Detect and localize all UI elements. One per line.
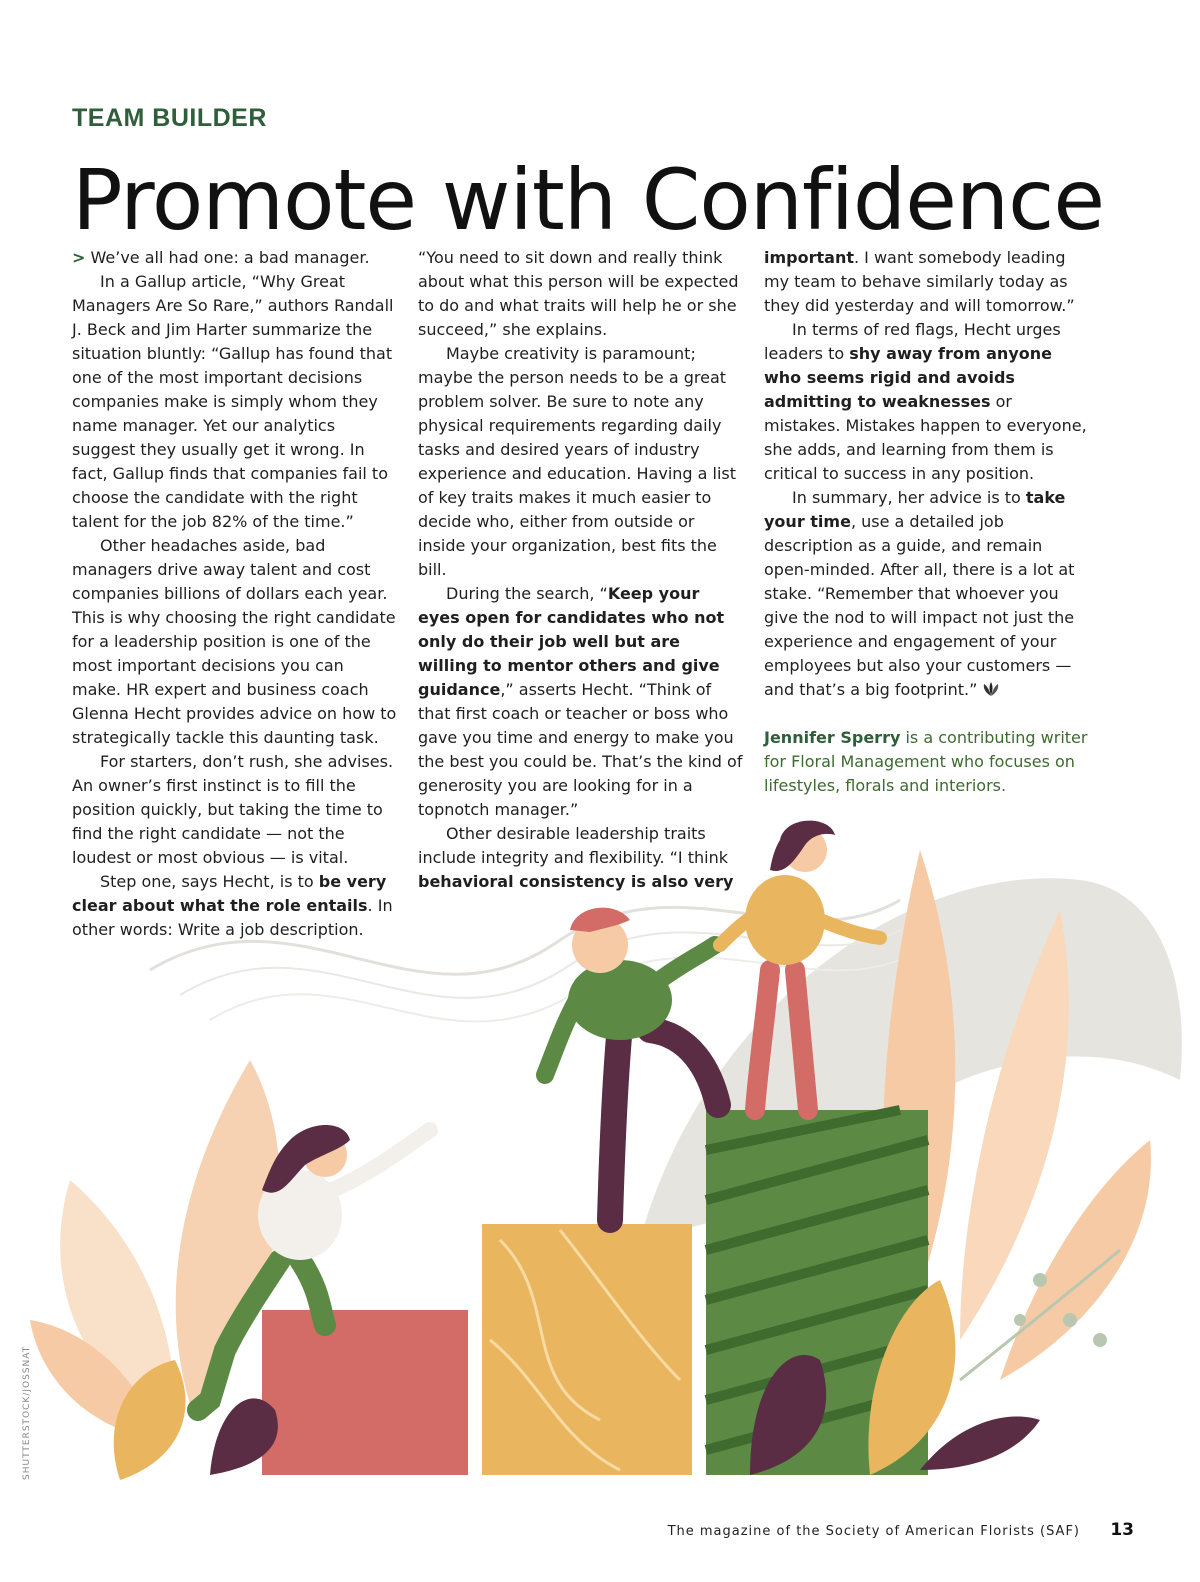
yellow-block xyxy=(482,1224,692,1475)
paragraph xyxy=(72,246,397,270)
emphasis-text: shy away from anyone who seems rigid and avoids admitting to weaknesses xyxy=(764,344,1052,411)
footer-text: The magazine of the Society of American Florists (SAF) xyxy=(667,1524,1080,1539)
paragraph: Maybe creativity is paramount; maybe the person needs to be a great problem solver. Be sure to note any physical requirements regarding daily tasks and desired years of industry experience and education. Having a list of key traits makes it much easier to decide who, either from outside or inside your organization, best fits the bill. xyxy=(418,344,737,579)
paragraph: “You need to sit down and really think about what this person will be expected to do and what traits will help he or she succeed,” she explains. xyxy=(418,248,739,339)
paragraph-text: . I want somebody leading my team to behave similarly today as they did yesterday and will tomorrow.” xyxy=(764,248,1075,315)
berry xyxy=(1033,1273,1047,1287)
berry xyxy=(1014,1314,1026,1326)
paragraph: For starters, don’t rush, she advises. An owner’s first instinct is to fill the position quickly, but taking the time to find the right candidate — not the loudest or most obvious — is vital. xyxy=(72,752,394,867)
article-column-3 xyxy=(764,246,1089,798)
page-title: Promote with Confidence xyxy=(72,151,1105,249)
berry xyxy=(1093,1333,1107,1347)
paragraph xyxy=(418,582,743,822)
paragraph-text: Step one, says Hecht, is to xyxy=(100,872,319,891)
paragraph: In a Gallup article, “Why Great Managers Are So Rare,” authors Randall J. Beck and Jim Harter summarize the situation bluntly: “Gallup has found that one of the most important decisions companies make is simply whom they name manager. Yet our analytics suggest they usually get it wrong. In fact, Gallup finds that companies fail to choose the candidate with the right talent for the job 82% of the time.” xyxy=(72,272,394,531)
red-block xyxy=(262,1310,468,1475)
leadership-illustration xyxy=(0,820,1200,1500)
paragraph-text: In summary, her advice is to xyxy=(792,488,1026,507)
section-label: TEAM BUILDER xyxy=(72,104,267,132)
paragraph-text: . In other words: Write a job description. xyxy=(72,896,393,939)
author-name: Jennifer Sperry xyxy=(764,728,901,747)
paragraph-text: During the search, “ xyxy=(446,584,608,603)
emphasis-text: behavioral consistency is also very xyxy=(418,872,734,891)
paragraph-text: or mistakes. Mistakes happen to everyone, she adds, and learning from them is critical to success in any position. xyxy=(764,392,1087,483)
paragraph-text: In terms of red flags, Hecht urges leaders to xyxy=(764,320,1061,363)
paragraph-text: We’ve all had one: a bad manager. xyxy=(90,248,370,267)
lead-arrow-icon: > xyxy=(72,248,86,267)
article-column-2 xyxy=(418,246,743,894)
saf-logo-icon xyxy=(982,681,1000,697)
paragraph-text: Other desirable leadership traits include integrity and flexibility. “I think xyxy=(418,824,728,867)
author-bio-text: is a contributing writer for Floral Management who focuses on lifestyles, florals and interiors. xyxy=(764,728,1088,795)
paragraph xyxy=(764,486,1089,702)
photo-credit: SHUTTERSTOCK/JOSSNAT xyxy=(22,1345,32,1480)
paragraph xyxy=(764,246,1089,318)
dark-leaf xyxy=(920,1417,1040,1470)
emphasis-text: be very clear about what the role entails xyxy=(72,872,387,915)
emphasis-text: Keep your eyes open for candidates who not only do their job well but are willing to mentor others and give guidance xyxy=(418,584,725,699)
paragraph: Other headaches aside, bad managers drive away talent and cost companies billions of dollars each year. This is why choosing the right candidate for a leadership position is one of the most important decisions you can make. HR expert and business coach Glenna Hecht provides advice on how to strategically tackle this daunting task. xyxy=(72,536,397,747)
page-number: 13 xyxy=(1110,1520,1134,1540)
paragraph xyxy=(764,318,1089,486)
emphasis-text: important xyxy=(764,248,854,267)
emphasis-text: take your time xyxy=(764,488,1066,531)
berry xyxy=(1063,1313,1077,1327)
paragraph-text: ,” asserts Hecht. “Think of that first coach or teacher or boss who gave you time and energy to make you the best you could be. That’s the kind of generosity you are looking for in a topnotch manager.” xyxy=(418,680,743,819)
paragraph-text: , use a detailed job description as a guide, and remain open-minded. After all, there is a lot at stake. “Remember that whoever you give the nod to will impact not just the experience and engagement of your employees but also your customers — and that’s a big footprint.” xyxy=(764,512,1075,699)
author-bio xyxy=(764,726,1089,798)
